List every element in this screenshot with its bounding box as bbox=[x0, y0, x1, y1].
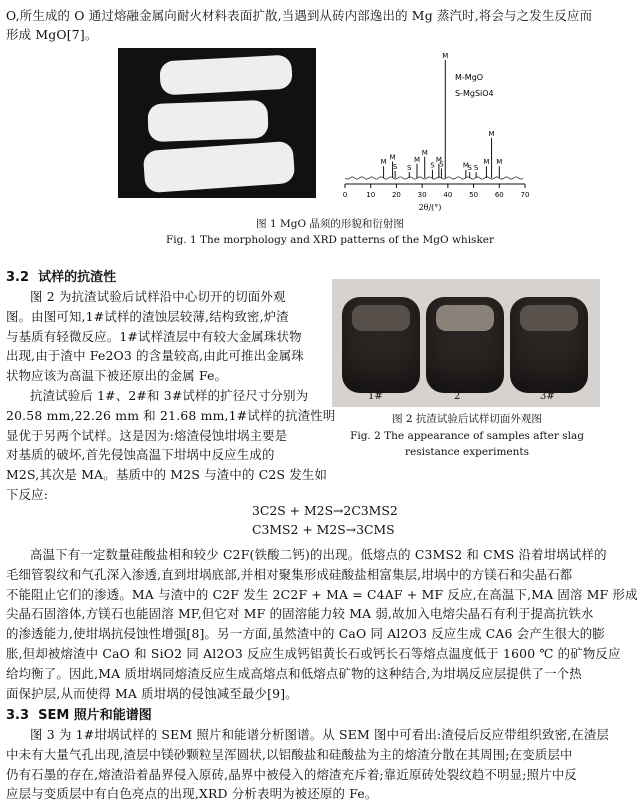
text-line: 的渗透能力,使坩埚抗侵蚀性增强[8]。另一方面,虽然渣中的 CaO 同 Al2O3 反应生成 CA6 会产生很大的膨 bbox=[6, 626, 605, 642]
text-line: 中未有大量气孔出现,渣层中镁砂颗粒呈浑圆状,以铝酸盐和硅酸盐为主的熔渣分散在其周围;在变质层中 bbox=[6, 746, 573, 762]
sample-label-1: 1# bbox=[368, 391, 383, 402]
xrd-peak-label: S bbox=[407, 164, 412, 173]
text-line: 毛细管裂纹和气孔深入渗透,直到坩埚底部,并相对聚集形成硅酸盐相富集层,坩埚中的方镁石和尖晶石都 bbox=[6, 566, 573, 582]
text-line: 给均衡了。因此,MA 质坩埚同熔渣反应生成高熔点和低熔点矿物的这种结合,为坩埚反应层提供了一个热 bbox=[6, 665, 582, 681]
x-tick-label: 10 bbox=[366, 191, 376, 199]
text-line: 出现,由于渣中 Fe2O3 的含量较高,由此可推出金属珠 bbox=[6, 348, 304, 364]
xrd-peak-label: M bbox=[483, 158, 490, 167]
xrd-peak-label: M bbox=[421, 148, 428, 157]
text-line: 下反应: bbox=[6, 487, 49, 502]
xrd-chart bbox=[335, 44, 535, 214]
text-line: 面保护层,从而使得 MA 质坩埚的侵蚀减至最少[9]。 bbox=[6, 685, 298, 701]
text-line: 高温下有一定数量硅酸盐相和较少 C2F(铁酸二钙)的出现。低熔点的 C3MS2 和 CMS 沿着坩埚试样的 bbox=[30, 547, 607, 562]
section-3-2-heading bbox=[6, 266, 116, 285]
figure2-caption-en-1: Fig. 2 The appearance of samples after slag bbox=[350, 430, 584, 442]
xrd-baseline bbox=[345, 177, 523, 179]
sample-label-3: 3# bbox=[540, 391, 555, 402]
text-line: 与基质有轻微反应。1#试样渣层中有较大金属珠状物 bbox=[6, 328, 302, 344]
intro-line-2: 形成 MgO[7]。 bbox=[6, 27, 98, 42]
x-tick-label: 60 bbox=[494, 191, 504, 199]
xrd-peak-label: S bbox=[467, 164, 472, 173]
xrd-legend-m: M-MgO bbox=[455, 73, 484, 82]
whisker-photo bbox=[118, 48, 316, 198]
xrd-peak-label: M bbox=[389, 153, 396, 162]
text-line: M2S,其次是 MA。基质中的 M2S 与渣中的 C2S 发生如 bbox=[6, 467, 328, 483]
text-line: 图 2 为抗渣试验后试样沿中心切开的切面外观 bbox=[30, 289, 286, 304]
text-line: 应层与变质层中有白色亮点的出现,XRD 分析表明为被还原的 Fe。 bbox=[6, 786, 378, 802]
x-tick-label: 20 bbox=[391, 191, 401, 199]
text-line: 显优于另两个试样。这是因为:熔渣侵蚀坩埚主要是 bbox=[6, 427, 288, 443]
text-line: 图 3 为 1#坩埚试样的 SEM 照片和能谱分析图谱。从 SEM 图中可看出:渣侵后反应带组织致密,在渣层 bbox=[30, 727, 610, 742]
x-tick-label: 50 bbox=[469, 191, 479, 199]
xrd-peak-label: S bbox=[430, 161, 435, 170]
xrd-peak-label: M bbox=[462, 161, 469, 170]
text-line: 尖晶石固溶体,方镁石也能固溶 MF,但它对 MF 的固溶能力较 MA 弱,故加入电熔尖晶石有利于提高抗铁水 bbox=[6, 606, 594, 622]
text-line: 不能阻止它们的渗透。MA 与渣中的 C2F 发生 2C2F + MA = C4AF + MF 反应,在高温下,MA 固溶 MF 形成 bbox=[6, 586, 638, 602]
figure2-caption-en-2: resistance experiments bbox=[404, 446, 530, 458]
figure1-caption-en: Fig. 1 The morphology and XRD patterns of the MgO whisker bbox=[165, 234, 495, 246]
text-line: 抗渣试验后 1#、2#和 3#试样的扩径尺寸分别为 bbox=[30, 388, 309, 403]
x-tick-label: 0 bbox=[342, 191, 348, 199]
equation-1: 3C2S + M2S→2C3MS2 bbox=[252, 503, 398, 518]
text-line: 胀,但却被熔渣中 CaO 和 SiO2 同 Al2O3 反应生成钙铝黄长石或钙长石等熔点温度低于 1600 ℃ 的矿物反应 bbox=[6, 646, 621, 661]
text-line: 20.58 mm,22.26 mm 和 21.68 mm,1#试样的抗渣性明 bbox=[6, 407, 336, 423]
text-line: 仍有石墨的存在,熔渣沿着晶界侵入原砖,晶界中被侵入的熔渣充斥着;靠近原砖处裂纹趋不明显;照片中反 bbox=[6, 766, 578, 782]
section-3-2-number: 3.2 bbox=[6, 270, 30, 285]
xrd-peak-label: M bbox=[442, 52, 449, 60]
section-3-2-title: 试样的抗渣性 bbox=[38, 270, 117, 285]
text-line: 对基质的破坏,首先侵蚀高温下坩埚中反应生成的 bbox=[6, 447, 275, 463]
xrd-peak-label: M bbox=[435, 155, 442, 164]
intro-line-1: O,所生成的 O 通过熔融金属向耐火材料表面扩散,当遇到从砖内部逸出的 Mg 蒸汽时,将会与之发生反应而 bbox=[6, 8, 593, 23]
sample-label-2: 2 bbox=[454, 391, 461, 402]
x-tick-label: 70 bbox=[520, 191, 530, 199]
xrd-peak-label: S bbox=[473, 164, 479, 173]
section-3-3-number: 3.3 bbox=[6, 708, 30, 723]
figure1-caption-cn: 图 1 MgO 晶须的形貌和衍射图 bbox=[256, 218, 404, 230]
x-tick-label: 40 bbox=[443, 191, 453, 199]
xrd-legend-s: S-MgSiO4 bbox=[455, 89, 494, 98]
xrd-peak-label: S bbox=[392, 162, 398, 171]
figure2-caption-cn: 图 2 抗渣试验后试样切面外观图 bbox=[392, 413, 542, 425]
xrd-xlabel: 2θ/(°) bbox=[418, 203, 442, 212]
xrd-peak-label: M bbox=[496, 158, 503, 167]
text-line: 状物应该为高温下被还原出的金属 Fe。 bbox=[6, 368, 228, 384]
xrd-peak-label: M bbox=[380, 158, 387, 167]
section-3-3-title: SEM 照片和能谱图 bbox=[38, 708, 152, 723]
xrd-peak-label: S bbox=[439, 160, 444, 169]
section-3-3-heading bbox=[6, 704, 152, 723]
xrd-peak-label: M bbox=[488, 129, 495, 138]
x-tick-label: 30 bbox=[417, 191, 427, 199]
samples-photo bbox=[332, 279, 600, 407]
xrd-peak-label: M bbox=[413, 155, 421, 164]
equation-2: C3MS2 + M2S→3CMS bbox=[252, 522, 395, 537]
text-line: 图。由图可知,1#试样的渣蚀层较薄,结构致密,炉渣 bbox=[6, 308, 289, 324]
